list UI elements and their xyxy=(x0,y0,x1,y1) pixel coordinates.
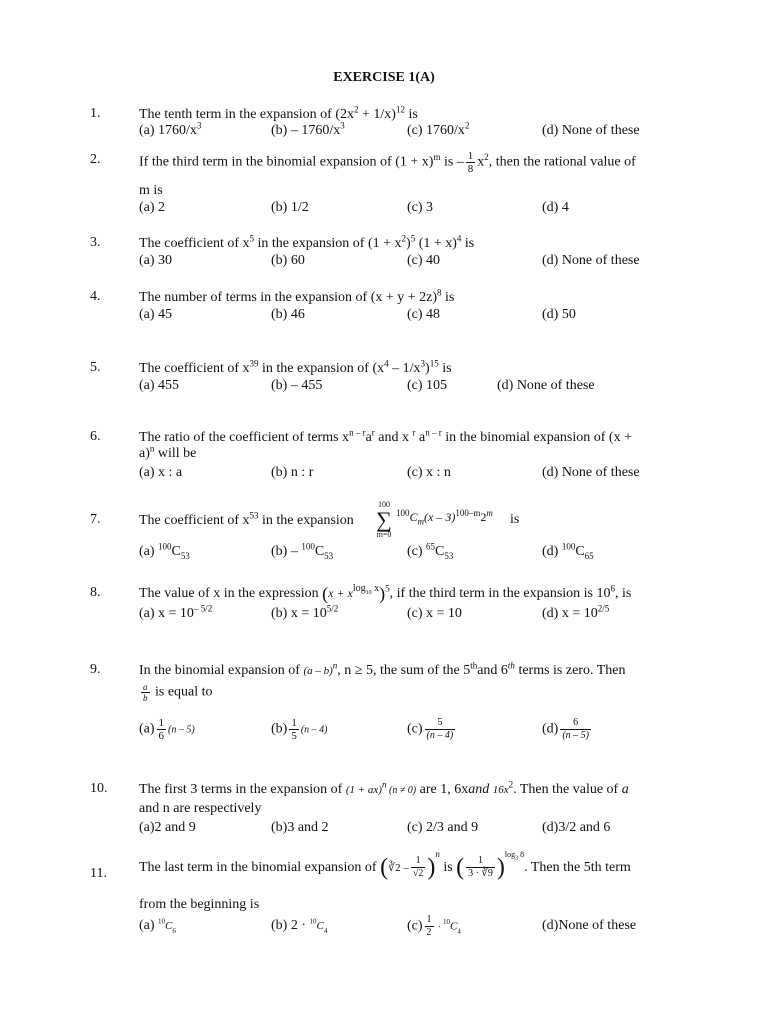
fraction: $\frac{5}{(n - 4)}$ xyxy=(426,717,454,741)
option-c[interactable]: (c) 40 xyxy=(407,253,441,268)
question-number: 6. xyxy=(90,429,101,444)
question-number: 7. xyxy=(90,512,101,527)
option-a[interactable]: (a) x : a xyxy=(139,465,183,480)
question-stem-line2: $\frac{a}{b}$ is equal to xyxy=(143,682,213,703)
question-stem: If the third term in the binomial expansion of $(1 + x)^m$ is – $\frac{1}{8}$ $x^2$, then the rational value of xyxy=(139,150,636,175)
summation-term: $^{100}C_m(x - 3)^{100-m}2^m$ xyxy=(396,508,493,527)
option-a[interactable]: (a)2 and 9 xyxy=(139,820,196,835)
question-stem: The coefficient of $x^{53}$ in the expansion xyxy=(139,510,354,528)
option-b[interactable]: (b) $x = 10^{5/2}$ xyxy=(271,603,339,621)
fraction: $\frac{a}{b}$ xyxy=(143,682,148,703)
option-b[interactable]: (b) – 455 xyxy=(271,378,323,393)
question-stem: In the binomial expansion of (a – b)$^n$, n ≥ 5, the sum of the 5thand 6th terms is zero. Then xyxy=(139,660,626,678)
question-stem-line2: a)$^n$ will be xyxy=(139,443,197,461)
option-b[interactable]: $(b) - 1760/x^3$ xyxy=(271,120,345,138)
option-a[interactable]: (a) $1760/x^3$ xyxy=(139,120,202,138)
option-d[interactable]: (d) None of these xyxy=(542,253,640,268)
option-a[interactable]: (a) 455 xyxy=(139,378,180,393)
question-number: 8. xyxy=(90,585,101,600)
option-a[interactable]: (a) 30 xyxy=(139,253,173,268)
option-a[interactable]: (a) $^{10}C_6$ xyxy=(139,917,176,935)
option-d[interactable]: (d)None of these xyxy=(542,918,637,933)
question-number: 11. xyxy=(90,866,107,881)
question-stem: The coefficient of $x^{39}$ in the expansion of $(x^4 - 1/x^3)^{15}$ is xyxy=(139,358,452,376)
option-a[interactable]: (a) $\frac{1}{6}$ (n – 5) xyxy=(139,717,195,742)
fraction: $\frac{1}{5}$ xyxy=(291,717,297,742)
page-title: EXERCISE 1(A) xyxy=(333,70,435,85)
fraction: $\frac{6}{(n - 5)}$ xyxy=(562,717,589,741)
fraction: $\frac{1}{√2}$ xyxy=(412,855,424,880)
option-b[interactable]: (b) $2 \cdot ^{10}C_4$ xyxy=(271,917,328,935)
fraction: $\frac{1}{6}$ xyxy=(158,717,165,742)
option-d[interactable]: (d) $\frac{6}{(n - 5)}$ xyxy=(542,717,589,741)
option-a[interactable]: (a) $x = 10^{- 5/2}$ xyxy=(139,603,213,621)
question-stem: The ratio of the coefficient of terms $x^{n - r}a^r$ and x $^r$ $a^{n - r}$ in the binomial expansion of (x + xyxy=(139,427,632,445)
option-d[interactable]: (d) None of these xyxy=(497,378,595,393)
fraction: $\frac{1}{2}$ xyxy=(426,914,432,938)
option-d[interactable]: (d)3/2 and 6 xyxy=(542,820,611,835)
question-stem: The number of terms in the expansion of $(x + y + 2z)^8$ is xyxy=(139,287,455,305)
option-b[interactable]: (b)3 and 2 xyxy=(271,820,329,835)
option-b[interactable]: (b) n : r xyxy=(271,465,314,480)
question-number: 10. xyxy=(90,781,108,796)
option-c[interactable]: (c) $^{65}C_{53}$ xyxy=(407,541,454,561)
option-c[interactable]: (c) x = 10 xyxy=(407,606,462,621)
question-number: 4. xyxy=(90,289,101,304)
question-stem-line2: from the beginning is xyxy=(139,897,260,912)
question-number: 2. xyxy=(90,152,101,167)
question-stem: The first 3 terms in the expansion of (1 + ax)$^n$ (n ≠ 0) are 1, 6xand $16x^2$. Then the value of a xyxy=(139,779,629,797)
question-number: 9. xyxy=(90,662,101,677)
fraction: $\frac{1}{3 \cdot ∛9}$ xyxy=(468,855,493,880)
fraction: $\frac{1}{8}$ xyxy=(467,150,474,175)
summation: 100 ∑ m=0 xyxy=(376,500,392,539)
question-stem: The coefficient of $x^5$ in the expansion of $(1 + x^2)^5$ $(1 + x)^4$ is xyxy=(139,233,475,251)
question-stem: The last term in the binomial expansion of (∛2 – $\frac{1}{√2}$ )$^n$ is ( $\frac{1}{3 \cdot ∛9}$ )$^{log_3 8}$. Then the 5th term xyxy=(139,849,631,881)
question-stem-line2: m is xyxy=(139,183,163,198)
question-number: 1. xyxy=(90,106,101,121)
option-c[interactable]: (c) $\frac{1}{2}$ · $^{10}C_4$ xyxy=(407,914,461,938)
question-stem-end: is xyxy=(510,512,520,527)
option-b[interactable]: (b) $\frac{1}{5}$ (n – 4) xyxy=(271,717,328,742)
question-stem: The tenth term in the expansion of $(2x^2 + 1/x)^{12}$ is xyxy=(139,104,418,122)
option-b[interactable]: (b) 1/2 xyxy=(271,200,309,215)
option-c[interactable]: (c) $\frac{5}{(n - 4)}$ xyxy=(407,717,454,741)
question-number: 5. xyxy=(90,360,101,375)
option-d[interactable]: (d) $^{100}C_{65}$ xyxy=(542,541,594,561)
option-d[interactable]: (d) 4 xyxy=(542,200,569,215)
option-c[interactable]: (c) 105 xyxy=(407,378,448,393)
option-c[interactable]: (c) 2/3 and 9 xyxy=(407,820,479,835)
option-a[interactable]: (a) 2 xyxy=(139,200,166,215)
option-d[interactable]: (d) $x = 10^{2/5}$ xyxy=(542,603,610,621)
option-c[interactable]: (c) 3 xyxy=(407,200,434,215)
question-stem: The value of x in the expression $(x + x^{log_{10} x})^5$, if the third term in the expansion is $10^6$, is xyxy=(139,583,632,604)
option-d[interactable]: (d) None of these xyxy=(542,123,640,138)
option-b[interactable]: $(b) - ^{100}C_{53}$ xyxy=(271,541,334,561)
question-number: 3. xyxy=(90,235,101,250)
option-d[interactable]: (d) 50 xyxy=(542,307,576,322)
option-d[interactable]: (d) None of these xyxy=(542,465,640,480)
option-c[interactable]: (c) $1760/x^2$ xyxy=(407,120,470,138)
option-a[interactable]: (a) 45 xyxy=(139,307,173,322)
option-a[interactable]: (a) $^{100}C_{53}$ xyxy=(139,541,190,561)
option-b[interactable]: (b) 46 xyxy=(271,307,305,322)
option-c[interactable]: (c) 48 xyxy=(407,307,441,322)
option-c[interactable]: (c) x : n xyxy=(407,465,451,480)
option-b[interactable]: (b) 60 xyxy=(271,253,305,268)
question-stem-line2: and n are respectively xyxy=(139,801,262,816)
